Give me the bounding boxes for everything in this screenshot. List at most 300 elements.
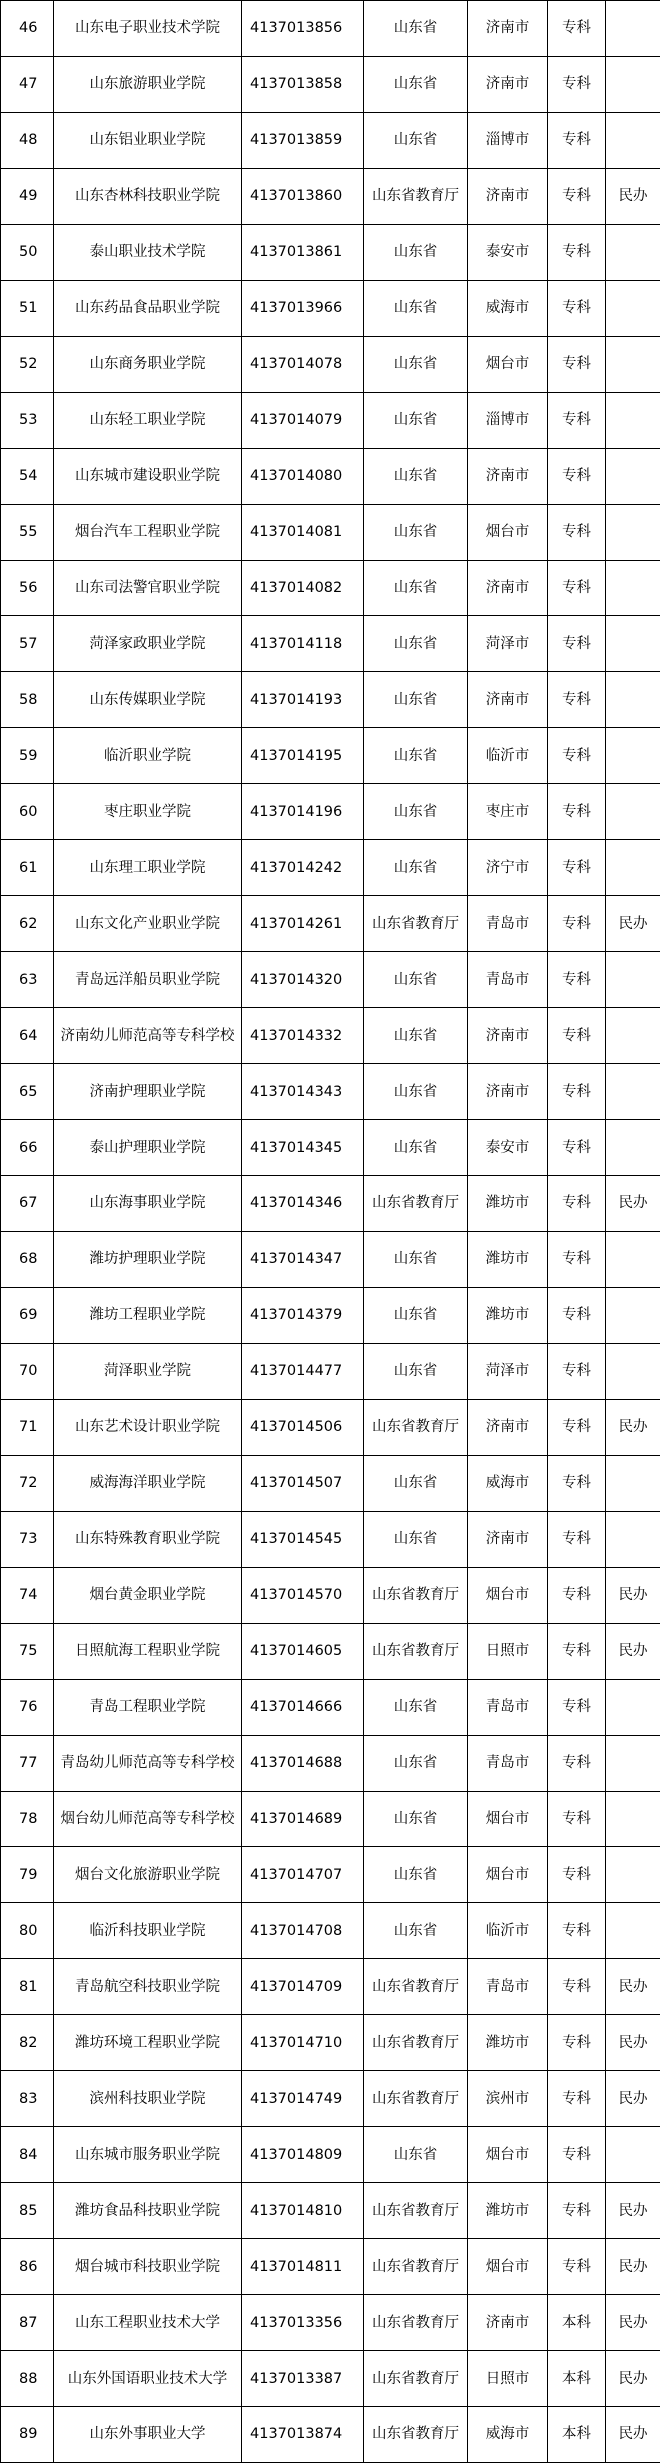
ownership-note-cell bbox=[606, 280, 660, 336]
row-number-cell: 52 bbox=[1, 336, 54, 392]
school-code-cell: 4137013860 bbox=[242, 168, 364, 224]
school-code-cell: 4137014261 bbox=[242, 896, 364, 952]
row-number-cell: 72 bbox=[1, 1455, 54, 1511]
supervising-authority-cell: 山东省 bbox=[364, 336, 468, 392]
ownership-note-cell bbox=[606, 1511, 660, 1567]
ownership-note-cell: 民办 bbox=[606, 1399, 660, 1455]
education-level-cell: 专科 bbox=[548, 2127, 606, 2183]
supervising-authority-cell: 山东省教育厅 bbox=[364, 2351, 468, 2407]
ownership-note-cell: 民办 bbox=[606, 1959, 660, 2015]
supervising-authority-cell: 山东省 bbox=[364, 1791, 468, 1847]
education-level-cell: 专科 bbox=[548, 896, 606, 952]
row-number-cell: 79 bbox=[1, 1847, 54, 1903]
row-number-cell: 48 bbox=[1, 112, 54, 168]
education-level-cell: 专科 bbox=[548, 392, 606, 448]
supervising-authority-cell: 山东省 bbox=[364, 1287, 468, 1343]
education-level-cell: 专科 bbox=[548, 1511, 606, 1567]
ownership-note-cell: 民办 bbox=[606, 1567, 660, 1623]
ownership-note-cell bbox=[606, 840, 660, 896]
school-name-cell: 青岛工程职业学院 bbox=[54, 1679, 242, 1735]
ownership-note-cell bbox=[606, 112, 660, 168]
table-row bbox=[1, 1511, 660, 1567]
row-number-cell: 70 bbox=[1, 1343, 54, 1399]
school-name-cell: 山东铝业职业学院 bbox=[54, 112, 242, 168]
city-cell: 济南市 bbox=[468, 448, 548, 504]
education-level-cell: 专科 bbox=[548, 1959, 606, 2015]
school-code-cell: 4137014196 bbox=[242, 784, 364, 840]
school-name-cell: 山东司法警官职业学院 bbox=[54, 560, 242, 616]
row-number-cell: 81 bbox=[1, 1959, 54, 2015]
city-cell: 菏泽市 bbox=[468, 616, 548, 672]
row-number-cell: 56 bbox=[1, 560, 54, 616]
school-code-cell: 4137014749 bbox=[242, 2071, 364, 2127]
school-code-cell: 4137014346 bbox=[242, 1176, 364, 1232]
table-row bbox=[1, 2406, 660, 2462]
school-name-cell: 山东商务职业学院 bbox=[54, 336, 242, 392]
supervising-authority-cell: 山东省 bbox=[364, 1455, 468, 1511]
row-number-cell: 89 bbox=[1, 2406, 54, 2462]
ownership-note-cell bbox=[606, 1847, 660, 1903]
school-code-cell: 4137014242 bbox=[242, 840, 364, 896]
school-name-cell: 山东特殊教育职业学院 bbox=[54, 1511, 242, 1567]
row-number-cell: 71 bbox=[1, 1399, 54, 1455]
table-row bbox=[1, 2071, 660, 2127]
city-cell: 威海市 bbox=[468, 280, 548, 336]
school-code-cell: 4137014709 bbox=[242, 1959, 364, 2015]
school-code-cell: 4137014320 bbox=[242, 952, 364, 1008]
city-cell: 枣庄市 bbox=[468, 784, 548, 840]
ownership-note-cell: 民办 bbox=[606, 1176, 660, 1232]
ownership-note-cell bbox=[606, 560, 660, 616]
school-code-cell: 4137014708 bbox=[242, 1903, 364, 1959]
city-cell: 泰安市 bbox=[468, 1120, 548, 1176]
education-level-cell: 专科 bbox=[548, 1623, 606, 1679]
table-row bbox=[1, 952, 660, 1008]
school-name-cell: 滨州科技职业学院 bbox=[54, 2071, 242, 2127]
school-code-cell: 4137014343 bbox=[242, 1064, 364, 1120]
city-cell: 滨州市 bbox=[468, 2071, 548, 2127]
school-name-cell: 枣庄职业学院 bbox=[54, 784, 242, 840]
school-name-cell: 山东工程职业技术大学 bbox=[54, 2295, 242, 2351]
education-level-cell: 专科 bbox=[548, 2239, 606, 2295]
city-cell: 济南市 bbox=[468, 1008, 548, 1064]
school-name-cell: 潍坊工程职业学院 bbox=[54, 1287, 242, 1343]
row-number-cell: 61 bbox=[1, 840, 54, 896]
education-level-cell: 专科 bbox=[548, 1679, 606, 1735]
school-name-cell: 山东药品食品职业学院 bbox=[54, 280, 242, 336]
table-row bbox=[1, 1623, 660, 1679]
ownership-note-cell bbox=[606, 616, 660, 672]
education-level-cell: 专科 bbox=[548, 1455, 606, 1511]
education-level-cell: 专科 bbox=[548, 1791, 606, 1847]
education-level-cell: 专科 bbox=[548, 1287, 606, 1343]
education-level-cell: 专科 bbox=[548, 2183, 606, 2239]
supervising-authority-cell: 山东省 bbox=[364, 952, 468, 1008]
supervising-authority-cell: 山东省 bbox=[364, 1903, 468, 1959]
school-name-cell: 菏泽职业学院 bbox=[54, 1343, 242, 1399]
school-name-cell: 青岛远洋船员职业学院 bbox=[54, 952, 242, 1008]
supervising-authority-cell: 山东省 bbox=[364, 1679, 468, 1735]
supervising-authority-cell: 山东省 bbox=[364, 616, 468, 672]
education-level-cell: 专科 bbox=[548, 280, 606, 336]
ownership-note-cell bbox=[606, 56, 660, 112]
school-name-cell: 青岛航空科技职业学院 bbox=[54, 1959, 242, 2015]
supervising-authority-cell: 山东省 bbox=[364, 392, 468, 448]
education-level-cell: 专科 bbox=[548, 1231, 606, 1287]
row-number-cell: 67 bbox=[1, 1176, 54, 1232]
school-name-cell: 山东旅游职业学院 bbox=[54, 56, 242, 112]
education-level-cell: 专科 bbox=[548, 672, 606, 728]
school-code-cell: 4137014080 bbox=[242, 448, 364, 504]
ownership-note-cell bbox=[606, 1, 660, 57]
ownership-note-cell bbox=[606, 1455, 660, 1511]
supervising-authority-cell: 山东省 bbox=[364, 1511, 468, 1567]
school-code-cell: 4137014379 bbox=[242, 1287, 364, 1343]
school-code-cell: 4137014078 bbox=[242, 336, 364, 392]
row-number-cell: 80 bbox=[1, 1903, 54, 1959]
city-cell: 淄博市 bbox=[468, 392, 548, 448]
city-cell: 菏泽市 bbox=[468, 1343, 548, 1399]
row-number-cell: 60 bbox=[1, 784, 54, 840]
supervising-authority-cell: 山东省 bbox=[364, 448, 468, 504]
school-code-cell: 4137014347 bbox=[242, 1231, 364, 1287]
education-level-cell: 专科 bbox=[548, 616, 606, 672]
row-number-cell: 57 bbox=[1, 616, 54, 672]
city-cell: 青岛市 bbox=[468, 952, 548, 1008]
supervising-authority-cell: 山东省 bbox=[364, 1064, 468, 1120]
school-code-cell: 4137014688 bbox=[242, 1735, 364, 1791]
school-code-cell: 4137013861 bbox=[242, 224, 364, 280]
school-name-cell: 济南幼儿师范高等专科学校 bbox=[54, 1008, 242, 1064]
row-number-cell: 84 bbox=[1, 2127, 54, 2183]
row-number-cell: 62 bbox=[1, 896, 54, 952]
row-number-cell: 55 bbox=[1, 504, 54, 560]
ownership-note-cell: 民办 bbox=[606, 2071, 660, 2127]
school-name-cell: 泰山职业技术学院 bbox=[54, 224, 242, 280]
education-level-cell: 专科 bbox=[548, 504, 606, 560]
supervising-authority-cell: 山东省教育厅 bbox=[364, 1399, 468, 1455]
ownership-note-cell: 民办 bbox=[606, 2015, 660, 2071]
education-level-cell: 专科 bbox=[548, 448, 606, 504]
ownership-note-cell bbox=[606, 392, 660, 448]
supervising-authority-cell: 山东省 bbox=[364, 1231, 468, 1287]
row-number-cell: 85 bbox=[1, 2183, 54, 2239]
education-level-cell: 专科 bbox=[548, 224, 606, 280]
school-name-cell: 潍坊护理职业学院 bbox=[54, 1231, 242, 1287]
school-name-cell: 山东城市建设职业学院 bbox=[54, 448, 242, 504]
table-row bbox=[1, 1008, 660, 1064]
table-row bbox=[1, 2015, 660, 2071]
row-number-cell: 50 bbox=[1, 224, 54, 280]
education-level-cell: 专科 bbox=[548, 56, 606, 112]
supervising-authority-cell: 山东省 bbox=[364, 560, 468, 616]
city-cell: 潍坊市 bbox=[468, 1231, 548, 1287]
supervising-authority-cell: 山东省教育厅 bbox=[364, 896, 468, 952]
ownership-note-cell bbox=[606, 1287, 660, 1343]
ownership-note-cell bbox=[606, 1735, 660, 1791]
city-cell: 青岛市 bbox=[468, 1735, 548, 1791]
table-row bbox=[1, 280, 660, 336]
school-code-cell: 4137014710 bbox=[242, 2015, 364, 2071]
supervising-authority-cell: 山东省 bbox=[364, 112, 468, 168]
row-number-cell: 65 bbox=[1, 1064, 54, 1120]
school-code-cell: 4137014193 bbox=[242, 672, 364, 728]
ownership-note-cell: 民办 bbox=[606, 2183, 660, 2239]
school-code-cell: 4137014809 bbox=[242, 2127, 364, 2183]
ownership-note-cell bbox=[606, 1791, 660, 1847]
supervising-authority-cell: 山东省教育厅 bbox=[364, 2295, 468, 2351]
education-level-cell: 专科 bbox=[548, 1343, 606, 1399]
school-code-cell: 4137014332 bbox=[242, 1008, 364, 1064]
table-row bbox=[1, 448, 660, 504]
school-name-cell: 烟台城市科技职业学院 bbox=[54, 2239, 242, 2295]
row-number-cell: 54 bbox=[1, 448, 54, 504]
school-code-cell: 4137014689 bbox=[242, 1791, 364, 1847]
table-row bbox=[1, 504, 660, 560]
ownership-note-cell bbox=[606, 1343, 660, 1399]
school-name-cell: 济南护理职业学院 bbox=[54, 1064, 242, 1120]
school-code-cell: 4137014506 bbox=[242, 1399, 364, 1455]
ownership-note-cell: 民办 bbox=[606, 2295, 660, 2351]
row-number-cell: 59 bbox=[1, 728, 54, 784]
supervising-authority-cell: 山东省 bbox=[364, 1343, 468, 1399]
education-level-cell: 专科 bbox=[548, 168, 606, 224]
row-number-cell: 78 bbox=[1, 1791, 54, 1847]
school-code-cell: 4137013856 bbox=[242, 1, 364, 57]
ownership-note-cell bbox=[606, 1120, 660, 1176]
city-cell: 济南市 bbox=[468, 56, 548, 112]
table-row bbox=[1, 56, 660, 112]
school-name-cell: 山东艺术设计职业学院 bbox=[54, 1399, 242, 1455]
supervising-authority-cell: 山东省 bbox=[364, 1735, 468, 1791]
school-code-cell: 4137013874 bbox=[242, 2406, 364, 2462]
table-row bbox=[1, 1120, 660, 1176]
city-cell: 青岛市 bbox=[468, 896, 548, 952]
supervising-authority-cell: 山东省教育厅 bbox=[364, 2406, 468, 2462]
education-level-cell: 专科 bbox=[548, 1, 606, 57]
school-name-cell: 山东杏林科技职业学院 bbox=[54, 168, 242, 224]
ownership-note-cell: 民办 bbox=[606, 2406, 660, 2462]
ownership-note-cell bbox=[606, 1679, 660, 1735]
city-cell: 潍坊市 bbox=[468, 1287, 548, 1343]
school-code-cell: 4137014570 bbox=[242, 1567, 364, 1623]
row-number-cell: 74 bbox=[1, 1567, 54, 1623]
ownership-note-cell: 民办 bbox=[606, 168, 660, 224]
city-cell: 烟台市 bbox=[468, 1791, 548, 1847]
education-level-cell: 本科 bbox=[548, 2295, 606, 2351]
row-number-cell: 82 bbox=[1, 2015, 54, 2071]
city-cell: 烟台市 bbox=[468, 504, 548, 560]
table-row bbox=[1, 1791, 660, 1847]
table-row bbox=[1, 2295, 660, 2351]
city-cell: 青岛市 bbox=[468, 1679, 548, 1735]
school-name-cell: 山东城市服务职业学院 bbox=[54, 2127, 242, 2183]
table-row bbox=[1, 2127, 660, 2183]
table-row bbox=[1, 1847, 660, 1903]
city-cell: 潍坊市 bbox=[468, 2015, 548, 2071]
school-code-cell: 4137014507 bbox=[242, 1455, 364, 1511]
table-row bbox=[1, 1735, 660, 1791]
table-row bbox=[1, 616, 660, 672]
city-cell: 临沂市 bbox=[468, 1903, 548, 1959]
table-row bbox=[1, 1567, 660, 1623]
supervising-authority-cell: 山东省 bbox=[364, 1, 468, 57]
ownership-note-cell bbox=[606, 1903, 660, 1959]
ownership-note-cell: 民办 bbox=[606, 2351, 660, 2407]
education-level-cell: 专科 bbox=[548, 112, 606, 168]
education-level-cell: 专科 bbox=[548, 560, 606, 616]
ownership-note-cell bbox=[606, 1231, 660, 1287]
city-cell: 烟台市 bbox=[468, 2127, 548, 2183]
supervising-authority-cell: 山东省 bbox=[364, 280, 468, 336]
supervising-authority-cell: 山东省教育厅 bbox=[364, 1623, 468, 1679]
education-level-cell: 专科 bbox=[548, 1120, 606, 1176]
school-code-cell: 4137014666 bbox=[242, 1679, 364, 1735]
city-cell: 日照市 bbox=[468, 2351, 548, 2407]
supervising-authority-cell: 山东省教育厅 bbox=[364, 168, 468, 224]
supervising-authority-cell: 山东省教育厅 bbox=[364, 1959, 468, 2015]
school-code-cell: 4137014082 bbox=[242, 560, 364, 616]
table-row bbox=[1, 168, 660, 224]
supervising-authority-cell: 山东省 bbox=[364, 784, 468, 840]
school-name-cell: 山东文化产业职业学院 bbox=[54, 896, 242, 952]
table-row bbox=[1, 112, 660, 168]
ownership-note-cell bbox=[606, 504, 660, 560]
supervising-authority-cell: 山东省教育厅 bbox=[364, 2071, 468, 2127]
table-row bbox=[1, 1176, 660, 1232]
supervising-authority-cell: 山东省 bbox=[364, 56, 468, 112]
row-number-cell: 87 bbox=[1, 2295, 54, 2351]
school-name-cell: 山东理工职业学院 bbox=[54, 840, 242, 896]
school-code-cell: 4137014707 bbox=[242, 1847, 364, 1903]
city-cell: 烟台市 bbox=[468, 336, 548, 392]
school-code-cell: 4137014605 bbox=[242, 1623, 364, 1679]
supervising-authority-cell: 山东省 bbox=[364, 672, 468, 728]
education-level-cell: 本科 bbox=[548, 2351, 606, 2407]
school-name-cell: 山东轻工职业学院 bbox=[54, 392, 242, 448]
school-name-cell: 威海海洋职业学院 bbox=[54, 1455, 242, 1511]
table-row bbox=[1, 1231, 660, 1287]
school-code-cell: 4137014811 bbox=[242, 2239, 364, 2295]
education-level-cell: 专科 bbox=[548, 728, 606, 784]
table-row bbox=[1, 1343, 660, 1399]
school-code-cell: 4137013859 bbox=[242, 112, 364, 168]
school-name-cell: 山东海事职业学院 bbox=[54, 1176, 242, 1232]
row-number-cell: 68 bbox=[1, 1231, 54, 1287]
row-number-cell: 49 bbox=[1, 168, 54, 224]
supervising-authority-cell: 山东省 bbox=[364, 224, 468, 280]
ownership-note-cell: 民办 bbox=[606, 896, 660, 952]
city-cell: 泰安市 bbox=[468, 224, 548, 280]
ownership-note-cell: 民办 bbox=[606, 1623, 660, 1679]
row-number-cell: 46 bbox=[1, 1, 54, 57]
school-code-cell: 4137013356 bbox=[242, 2295, 364, 2351]
supervising-authority-cell: 山东省 bbox=[364, 728, 468, 784]
supervising-authority-cell: 山东省教育厅 bbox=[364, 1176, 468, 1232]
table-row bbox=[1, 336, 660, 392]
city-cell: 烟台市 bbox=[468, 2239, 548, 2295]
supervising-authority-cell: 山东省 bbox=[364, 504, 468, 560]
table-body bbox=[1, 1, 660, 2463]
school-name-cell: 山东传媒职业学院 bbox=[54, 672, 242, 728]
school-code-cell: 4137014081 bbox=[242, 504, 364, 560]
city-cell: 临沂市 bbox=[468, 728, 548, 784]
table-row bbox=[1, 1679, 660, 1735]
city-cell: 济南市 bbox=[468, 560, 548, 616]
table-row bbox=[1, 672, 660, 728]
ownership-note-cell bbox=[606, 2127, 660, 2183]
education-level-cell: 专科 bbox=[548, 2015, 606, 2071]
city-cell: 烟台市 bbox=[468, 1567, 548, 1623]
ownership-note-cell bbox=[606, 1064, 660, 1120]
ownership-note-cell bbox=[606, 336, 660, 392]
city-cell: 威海市 bbox=[468, 1455, 548, 1511]
supervising-authority-cell: 山东省教育厅 bbox=[364, 2239, 468, 2295]
table-row bbox=[1, 1399, 660, 1455]
school-name-cell: 泰山护理职业学院 bbox=[54, 1120, 242, 1176]
table-row bbox=[1, 784, 660, 840]
city-cell: 日照市 bbox=[468, 1623, 548, 1679]
supervising-authority-cell: 山东省 bbox=[364, 840, 468, 896]
row-number-cell: 64 bbox=[1, 1008, 54, 1064]
city-cell: 济宁市 bbox=[468, 840, 548, 896]
supervising-authority-cell: 山东省 bbox=[364, 1120, 468, 1176]
supervising-authority-cell: 山东省 bbox=[364, 2127, 468, 2183]
row-number-cell: 76 bbox=[1, 1679, 54, 1735]
school-code-cell: 4137014118 bbox=[242, 616, 364, 672]
ownership-note-cell bbox=[606, 224, 660, 280]
school-code-cell: 4137014079 bbox=[242, 392, 364, 448]
education-level-cell: 专科 bbox=[548, 1903, 606, 1959]
city-cell: 济南市 bbox=[468, 672, 548, 728]
table-row bbox=[1, 1, 660, 57]
row-number-cell: 63 bbox=[1, 952, 54, 1008]
education-level-cell: 专科 bbox=[548, 1176, 606, 1232]
school-name-cell: 青岛幼儿师范高等专科学校 bbox=[54, 1735, 242, 1791]
school-code-cell: 4137014195 bbox=[242, 728, 364, 784]
education-level-cell: 本科 bbox=[548, 2406, 606, 2462]
city-cell: 济南市 bbox=[468, 1, 548, 57]
school-name-cell: 山东外国语职业技术大学 bbox=[54, 2351, 242, 2407]
table-row bbox=[1, 1959, 660, 2015]
school-name-cell: 烟台文化旅游职业学院 bbox=[54, 1847, 242, 1903]
row-number-cell: 86 bbox=[1, 2239, 54, 2295]
supervising-authority-cell: 山东省教育厅 bbox=[364, 2183, 468, 2239]
ownership-note-cell: 民办 bbox=[606, 2239, 660, 2295]
ownership-note-cell bbox=[606, 728, 660, 784]
education-level-cell: 专科 bbox=[548, 784, 606, 840]
row-number-cell: 47 bbox=[1, 56, 54, 112]
school-code-cell: 4137014477 bbox=[242, 1343, 364, 1399]
school-code-cell: 4137014810 bbox=[242, 2183, 364, 2239]
school-code-cell: 4137013858 bbox=[242, 56, 364, 112]
city-cell: 济南市 bbox=[468, 1511, 548, 1567]
row-number-cell: 58 bbox=[1, 672, 54, 728]
school-code-cell: 4137013966 bbox=[242, 280, 364, 336]
supervising-authority-cell: 山东省 bbox=[364, 1847, 468, 1903]
school-code-cell: 4137014545 bbox=[242, 1511, 364, 1567]
table-row bbox=[1, 1287, 660, 1343]
row-number-cell: 66 bbox=[1, 1120, 54, 1176]
school-name-cell: 烟台汽车工程职业学院 bbox=[54, 504, 242, 560]
ownership-note-cell bbox=[606, 952, 660, 1008]
school-name-cell: 山东外事职业大学 bbox=[54, 2406, 242, 2462]
school-name-cell: 菏泽家政职业学院 bbox=[54, 616, 242, 672]
ownership-note-cell bbox=[606, 672, 660, 728]
row-number-cell: 69 bbox=[1, 1287, 54, 1343]
education-level-cell: 专科 bbox=[548, 2071, 606, 2127]
table-row bbox=[1, 840, 660, 896]
